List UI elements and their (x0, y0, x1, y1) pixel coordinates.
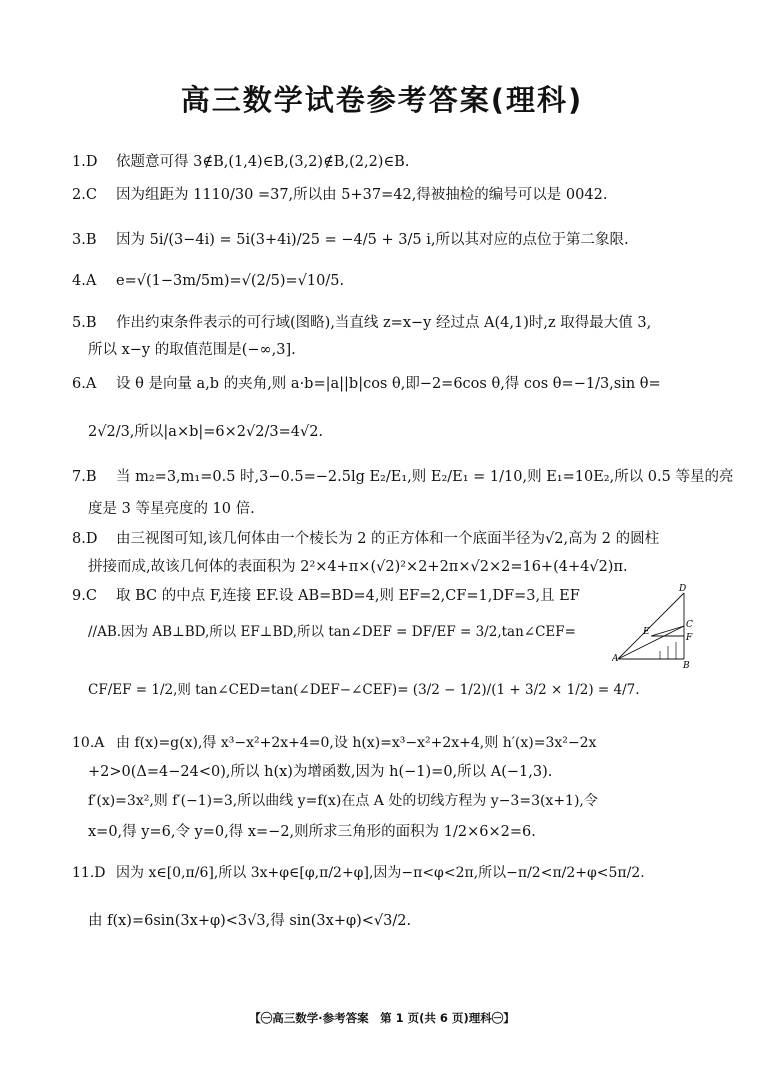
geometry-figure (612, 583, 702, 669)
answer-line (72, 228, 702, 249)
answer-number: 8.D (72, 531, 98, 547)
answer-number: 6.A (72, 376, 97, 392)
answer-line (72, 311, 702, 332)
answer-line (72, 372, 702, 393)
answer-line (72, 465, 734, 486)
answer-text: 所以 x−y 的取值范围是(−∞,3]. (88, 342, 296, 358)
answer-text: 取 BC 的中点 F,连接 EF.设 AB=BD=4,则 EF=2,CF=1,DF=3,且 EF (116, 588, 580, 604)
answer-line (88, 678, 718, 698)
answer-line (88, 497, 718, 518)
answer-line (88, 760, 718, 781)
answer-line (88, 620, 608, 640)
answer-line (88, 790, 718, 810)
answer-text: 因为 x∈[0,π/6],所以 3x+φ∈[φ,π/2+φ],因为−π<φ<2π,所以−π/2<π/2+φ<5π/2. (116, 865, 645, 881)
page-footer: 【㊀高三数学·参考答案 第 1 页(共 6 页)理科㊀】 (249, 1011, 515, 1025)
answer-text: 当 m₂=3,m₁=0.5 时,3−0.5=−2.5lg E₂/E₁,则 E₂/E₁ = 1/10,则 E₁=10E₂,所以 0.5 等星的亮 (116, 469, 734, 485)
answer-number: 5.B (72, 315, 97, 331)
answer-line (72, 273, 702, 289)
label-d: D (679, 584, 687, 594)
answer-line (72, 584, 602, 605)
answer-text: 度是 3 等星亮度的 10 倍. (88, 501, 255, 517)
answer-text: 由三视图可知,该几何体由一个棱长为 2 的正方体和一个底面半径为√2,高为 2 的圆柱 (116, 531, 660, 547)
answer-line (72, 183, 702, 204)
answer-line (88, 820, 718, 841)
answer-number: 10.A (72, 735, 105, 751)
answer-text: //AB.因为 AB⊥BD,所以 EF⊥BD,所以 tan∠DEF = DF/EF = 3/2,tan∠CEF= (88, 624, 576, 640)
label-e: E (643, 627, 650, 637)
answer-line (72, 732, 702, 752)
answer-number: 7.B (72, 469, 97, 485)
answer-text: x=0,得 y=6,令 y=0,得 x=−2,则所求三角形的面积为 1/2×6×2=6. (88, 824, 536, 840)
answer-number: 1.D (72, 154, 98, 170)
answer-number: 3.B (72, 232, 97, 248)
answer-text: +2>0(Δ=4−24<0),所以 h(x)为增函数,因为 h(−1)=0,所以 A(−1,3). (88, 764, 553, 780)
answer-line (72, 150, 702, 171)
answer-text: 作出约束条件表示的可行域(图略),当直线 z=x−y 经过点 A(4,1)时,z 取得最大值 3, (116, 315, 652, 331)
answer-text: 因为 5i/(3−4i) = 5i(3+4i)/25 = −4/5 + 3/5 i,所以其对应的点位于第二象限. (116, 232, 629, 248)
answer-text: 由 f(x)=g(x),得 x³−x²+2x+4=0,设 h(x)=x³−x²+2x+4,则 h′(x)=3x²−2x (116, 735, 597, 751)
segment-ad (618, 593, 684, 659)
answer-text: 依题意可得 3∉B,(1,4)∈B,(3,2)∉B,(2,2)∈B. (116, 154, 410, 170)
answer-text: 2√2/3,所以|a×b|=6×2√2/3=4√2. (88, 424, 324, 440)
label-f: F (686, 633, 693, 643)
answer-line (72, 862, 702, 882)
answer-text: 设 θ 是向量 a,b 的夹角,则 a·b=|a||b|cos θ,即−2=6cos θ,得 cos θ=−1/3,sin θ= (116, 376, 661, 392)
answer-number: 4.A (72, 273, 97, 289)
answer-line (88, 420, 718, 441)
answer-text: 因为组距为 1110/30 =37,所以由 5+37=42,得被抽检的编号可以是 0042. (116, 187, 608, 203)
answer-line (88, 338, 718, 359)
answer-text: CF/EF = 1/2,则 tan∠CED=tan(∠DEF−∠CEF)= (3/2 − 1/2)/(1 + 3/2 × 1/2) = 4/7. (88, 682, 640, 698)
answer-line (88, 909, 718, 930)
label-b: B (683, 661, 690, 669)
segment-ac (618, 626, 684, 659)
answer-text: e=√(1−3m/5m)=√(2/5)=√10/5. (116, 273, 345, 289)
answer-line (88, 555, 718, 576)
page-title: 高三数学试卷参考答案(理科) (180, 83, 584, 117)
answer-line (72, 527, 702, 548)
answer-number: 9.C (72, 588, 97, 604)
label-c: C (686, 620, 693, 630)
answer-text: f′(x)=3x²,则 f′(−1)=3,所以曲线 y=f(x)在点 A 处的切线方程为 y−3=3(x+1),令 (88, 793, 598, 809)
label-a: A (612, 654, 619, 664)
answer-text: 由 f(x)=6sin(3x+φ)<3√3,得 sin(3x+φ)<√3/2. (88, 913, 412, 929)
answer-number: 11.D (72, 865, 106, 881)
answer-number: 2.C (72, 187, 97, 203)
answer-text: 拼接而成,故该几何体的表面积为 2²×4+π×(√2)²×2+2π×√2×2=16+(4+4√2)π. (88, 559, 628, 575)
